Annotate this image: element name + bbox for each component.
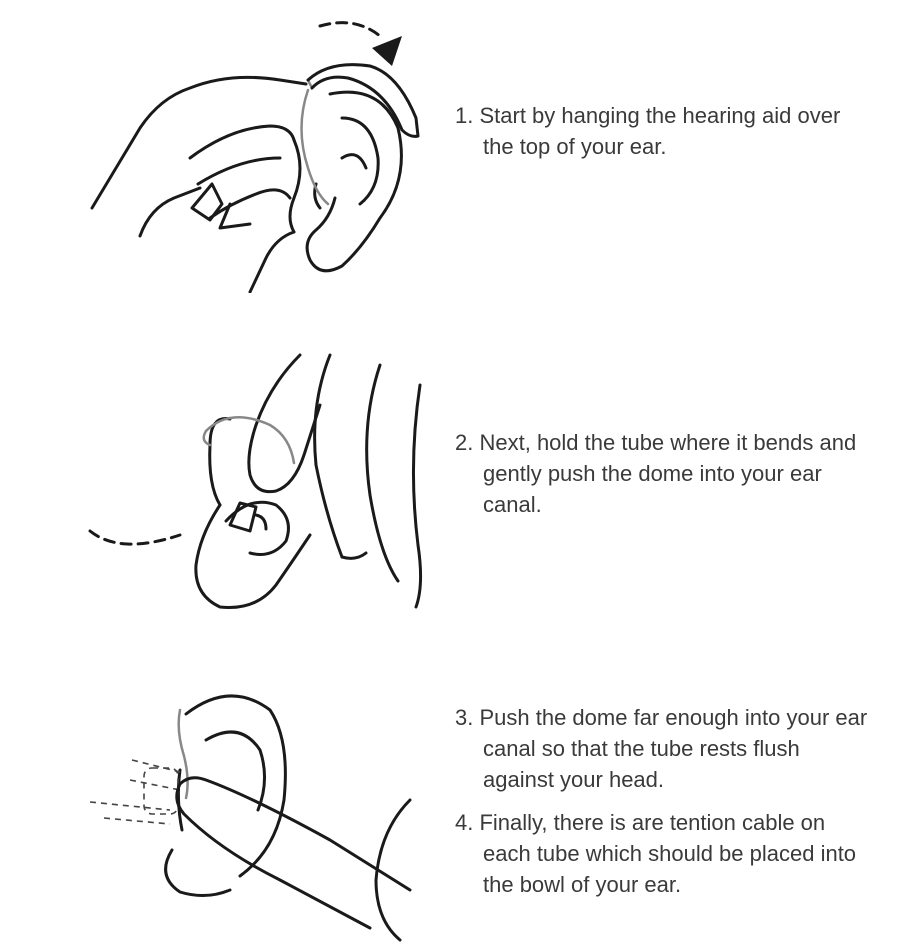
step-4-number: 4. — [455, 810, 474, 835]
step-4-body: Finally, there is are tention cable on each tube which should be placed into the bowl of your ear. — [479, 810, 857, 897]
step-1-number: 1. — [455, 103, 474, 128]
step-4-text — [455, 807, 875, 900]
step-1-text — [455, 100, 875, 162]
insert-dome-icon — [80, 345, 440, 630]
step-3-number: 3. — [455, 705, 474, 730]
hanging-hearing-aid-icon — [80, 8, 440, 293]
step-2-body: Next, hold the tube where it bends and gently push the dome into your ear canal. — [479, 430, 857, 517]
step-2-text — [455, 427, 875, 520]
step-2-number: 2. — [455, 430, 474, 455]
step-3-text — [455, 702, 875, 795]
step-3-body: Push the dome far enough into your ear canal so that the tube rests flush against your head. — [479, 705, 868, 792]
dome-placed-icon — [80, 680, 440, 945]
step-1-body: Start by hanging the hearing aid over the top of your ear. — [479, 103, 841, 159]
